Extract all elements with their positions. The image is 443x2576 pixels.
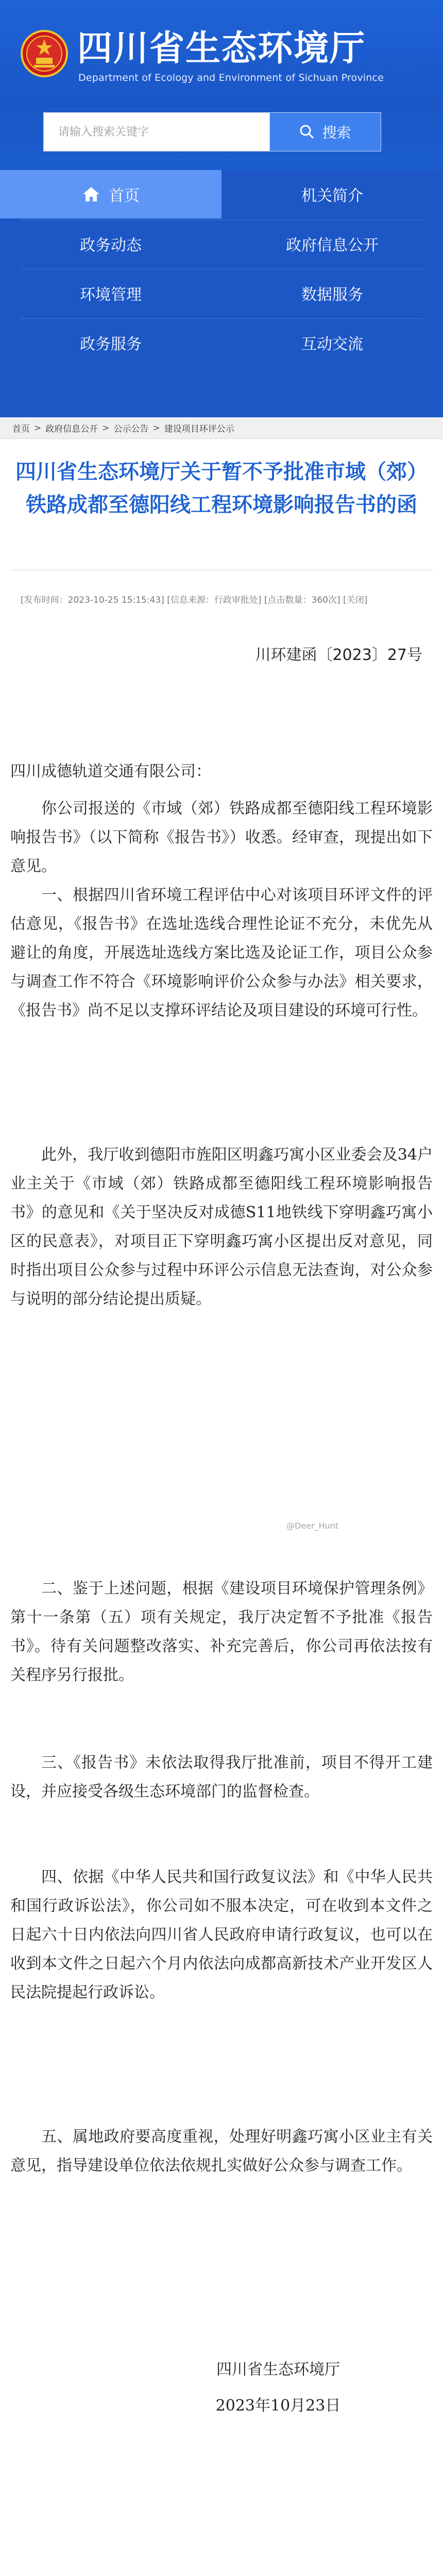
nav-item-info-disclosure[interactable]: 政府信息公开 [286, 236, 379, 255]
sign-date: 2023年10月23日 [215, 2397, 341, 2415]
site-subtitle: Department of Ecology and Environment of Sichuan Province [78, 72, 384, 83]
body-paragraph: 五、属地政府要高度重视，处理好明鑫巧寓小区业主有关意见，指导建设单位依法依规扎实做好公众参与调查工作。 [10, 2128, 433, 2175]
nav-home-label: 首页 [109, 187, 140, 205]
body-paragraph: 一、根据四川省环境工程评估中心对该项目环评文件的评估意见，《报告书》在选址选线合理性论证不充分，未优先从避让的角度，开展选址选线方案比选及论证工作，项目公众参与调查工作不符合《环境影响评价公众参与办法》相关要求，《报告书》尚不足以支撑环评结论及项目建设的环境可行性。 [10, 886, 433, 1020]
breadcrumb-item[interactable]: 建设项目环评公示 [164, 424, 234, 434]
signatory: 四川省生态环境厅 [216, 2361, 340, 2379]
body-paragraph: 四、依据《中华人民共和国行政复议法》和《中华人民共和国行政诉讼法》，你公司如不服本决定，可在收到本文件之日起六十日内依法向四川省人民政府申请行政复议，也可以在收到本文件之日起六个月内依法向成都高新技术产业开发区人民法院提起行政诉讼。 [10, 1868, 433, 2002]
document-number: 川环建函〔2023〕27号 [255, 646, 422, 664]
breadcrumb-item[interactable]: 政府信息公开 [45, 424, 98, 434]
site-title: 四川省生态环境厅 [77, 28, 366, 69]
search-input-wrapper [43, 112, 270, 151]
nav-item-interaction[interactable]: 互动交流 [301, 335, 363, 353]
nav-item-home[interactable] [0, 170, 222, 218]
breadcrumb-item[interactable]: 首页 [12, 424, 30, 434]
body-paragraph: 二、鉴于上述问题，根据《建设项目环境保护管理条例》第十一条第（五）项有关规定，我厅决定暂不予批准《报告书》。待有关问题整改落实、补充完善后，你公司再依法按有关程序另行报批。 [10, 1580, 433, 1684]
national-emblem-icon [21, 30, 68, 77]
body-paragraph: 你公司报送的《市域（郊）铁路成都至德阳线工程环境影响报告书》（以下简称《报告书》）收悉。经审查，现提出如下意见。 [10, 800, 433, 875]
breadcrumb: 首页 > 政府信息公开 > 公示公告 > 建设项目环评公示 [0, 417, 443, 439]
nav-item-env-management[interactable]: 环境管理 [80, 286, 142, 304]
search-input[interactable] [57, 125, 269, 139]
nav-item-data-service[interactable]: 数据服务 [301, 286, 363, 304]
article-title: 四川省生态环境厅关于暂不予批准市域（郊）铁路成都至德阳线工程环境影响报告书的函 [15, 460, 428, 517]
nav-item-gov-service[interactable]: 政务服务 [80, 335, 142, 353]
search-icon [299, 124, 315, 140]
nav-item-about[interactable]: 机关简介 [301, 187, 363, 205]
body-paragraph: 此外，我厅收到德阳市旌阳区明鑫巧寓小区业委会及34户业主关于《市域（郊）铁路成都至德阳线工程环境影响报告书》的意见和《关于坚决反对成德S11地铁线下穿明鑫巧寓小区的民意表》，对项目正下穿明鑫巧寓小区提出反对意见，同时指出项目公众参与过程中环评公示信息无法查询，对公众参与说明的部分结论提出质疑。 [10, 1146, 433, 1308]
breadcrumb-item[interactable]: 公示公告 [113, 424, 149, 434]
main-nav [0, 170, 443, 417]
watermark: @Deer_Hunt [286, 1521, 339, 1531]
search-button-label: 搜索 [322, 124, 351, 141]
site-header [0, 0, 443, 187]
search-button[interactable] [270, 112, 381, 151]
home-icon [82, 186, 100, 202]
addressee: 四川成德轨道交通有限公司： [10, 762, 211, 781]
body-paragraph: 三、《报告书》未依法取得我厅批准前，项目不得开工建设，并应接受各级生态环境部门的监督检查。 [10, 1754, 433, 1801]
article-meta: [发布时间：2023-10-25 15:15:43] [信息来源：行政审批处] [点击数量：360次] [关闭] [21, 595, 368, 605]
nav-item-news[interactable]: 政务动态 [80, 236, 142, 255]
